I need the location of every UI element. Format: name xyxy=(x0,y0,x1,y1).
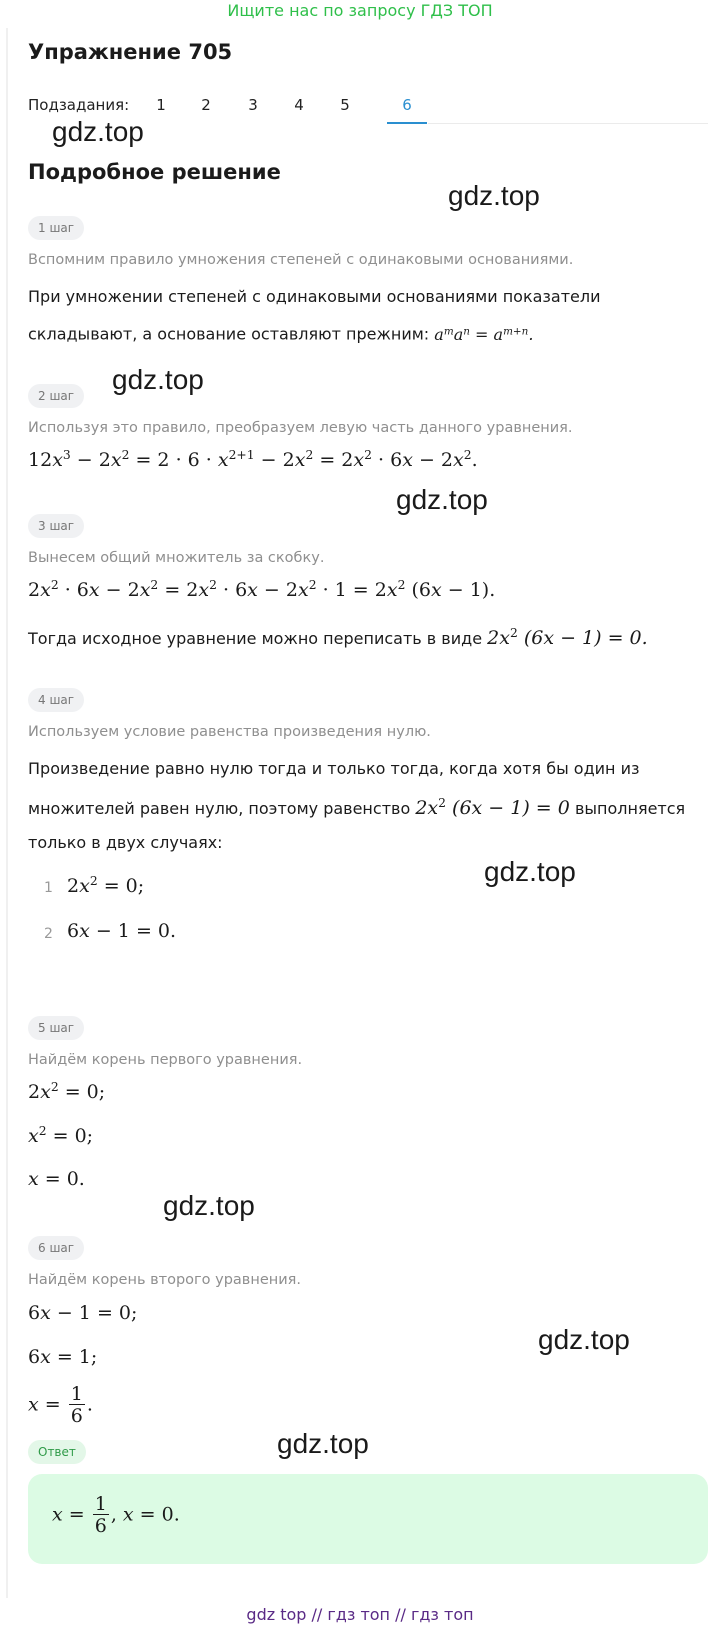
page-title: Упражнение 705 xyxy=(28,40,233,64)
step-5-formula-3: x = 0. xyxy=(28,1168,85,1190)
step-2-formula: $12x^3 - 2x^2 = 2 \cdot 6 \cdot x^{2+1} - 2x^2 = 2x^2 \cdot 6x - 2x^2$. xyxy=(28,448,478,471)
step-hint-2: Используя это правило, преобразуем левую часть данного уравнения. xyxy=(28,420,573,436)
answer-fraction: $\frac{1}{6}$ xyxy=(94,1493,107,1537)
footer-links[interactable]: gdz top // гдз топ // гдз топ xyxy=(246,1605,474,1624)
watermark: gdz.top xyxy=(538,1324,630,1355)
watermark: gdz.top xyxy=(396,484,488,515)
answer-box xyxy=(28,1474,708,1564)
step-badge-1: 1 шаг xyxy=(28,216,84,240)
step-5-formula-2: $x^2 = 0$; xyxy=(28,1124,94,1147)
case-2-formula: 6x − 1 = 0. xyxy=(67,920,177,942)
step-badge-2: 2 шаг xyxy=(28,384,84,408)
step-6-formula-1: 6x − 1 = 0; xyxy=(28,1302,138,1324)
formula-rewritten-equation: $2x^2$ (6x − 1) = 0. xyxy=(487,626,648,649)
step-text-1 xyxy=(28,280,698,352)
watermark: gdz.top xyxy=(484,856,576,887)
tabs-divider xyxy=(428,123,708,124)
step-hint-1: Вспомним правило умножения степеней с одинаковыми основаниями. xyxy=(28,252,574,268)
watermark: gdz.top xyxy=(277,1428,369,1459)
watermark: gdz.top xyxy=(448,180,540,211)
step-6-formula-2: 6x = 1; xyxy=(28,1346,98,1368)
card-edge xyxy=(6,28,8,1598)
step-3-formula: $2x^2 \cdot 6x - 2x^2 = 2x^2 \cdot 6x - 2x^2 \cdot 1 = 2x^2$ (6x − 1). xyxy=(28,578,496,601)
step-text-1-words: При умножении степеней с одинаковыми основаниями показатели складывают, а основание оставляют прежним: xyxy=(28,287,601,344)
step-text-3 xyxy=(28,616,698,656)
tab-subtask-5[interactable]: 5 xyxy=(340,96,350,114)
case-1-formula: $2x^2 = 0$; xyxy=(67,874,145,897)
watermark: gdz.top xyxy=(163,1190,255,1221)
watermark: gdz.top xyxy=(52,116,144,147)
step-hint-6: Найдём корень второго уравнения. xyxy=(28,1272,301,1288)
step-badge-4: 4 шаг xyxy=(28,688,84,712)
formula-power-rule: $a^ma^n = a^{m+n}$. xyxy=(434,324,534,344)
tab-subtask-4[interactable]: 4 xyxy=(294,96,304,114)
step-hint-4: Используем условие равенства произведения нулю. xyxy=(28,724,431,740)
step-hint-3: Вынесем общий множитель за скобку. xyxy=(28,550,325,566)
step-badge-6: 6 шаг xyxy=(28,1236,84,1260)
step-5-formula-1: $2x^2 = 0$; xyxy=(28,1080,106,1103)
tab-subtask-3[interactable]: 3 xyxy=(248,96,258,114)
fraction-one-sixth: $\frac{1}{6}$ xyxy=(70,1383,83,1427)
tab-subtask-6[interactable]: 6 xyxy=(402,96,412,114)
step-text-4b: выполняется только в двух случаях: xyxy=(28,798,686,852)
tab-subtask-1[interactable]: 1 xyxy=(156,96,166,114)
section-title: Подробное решение xyxy=(28,160,281,184)
answer-badge: Ответ xyxy=(28,1440,86,1464)
step-6-formula-3: x = $\frac{1}{6}$ . xyxy=(28,1383,93,1427)
active-tab-indicator xyxy=(387,122,427,124)
list-number-2: 2 xyxy=(44,926,53,942)
step-text-3-words: Тогда исходное уравнение можно переписать в виде xyxy=(28,628,483,648)
step-hint-5: Найдём корень первого уравнения. xyxy=(28,1052,303,1068)
step-badge-3: 3 шаг xyxy=(28,514,84,538)
search-banner: Ищите нас по запросу ГДЗ ТОП xyxy=(227,1,493,20)
answer-formula: x = $\frac{1}{6}$ , x = 0. xyxy=(52,1493,180,1537)
tab-subtask-2[interactable]: 2 xyxy=(201,96,211,114)
formula-product-zero: $2x^2$ (6x − 1) = 0 xyxy=(415,796,570,819)
step-text-4 xyxy=(28,752,698,860)
list-number-1: 1 xyxy=(44,880,53,896)
watermark: gdz.top xyxy=(112,364,204,395)
step-text-4a: Произведение равно нулю тогда и только тогда, когда хотя бы один из множителей равен нулю, поэтому равенство xyxy=(28,759,640,818)
step-badge-5: 5 шаг xyxy=(28,1016,84,1040)
subtasks-label: Подзадания: xyxy=(28,96,130,114)
